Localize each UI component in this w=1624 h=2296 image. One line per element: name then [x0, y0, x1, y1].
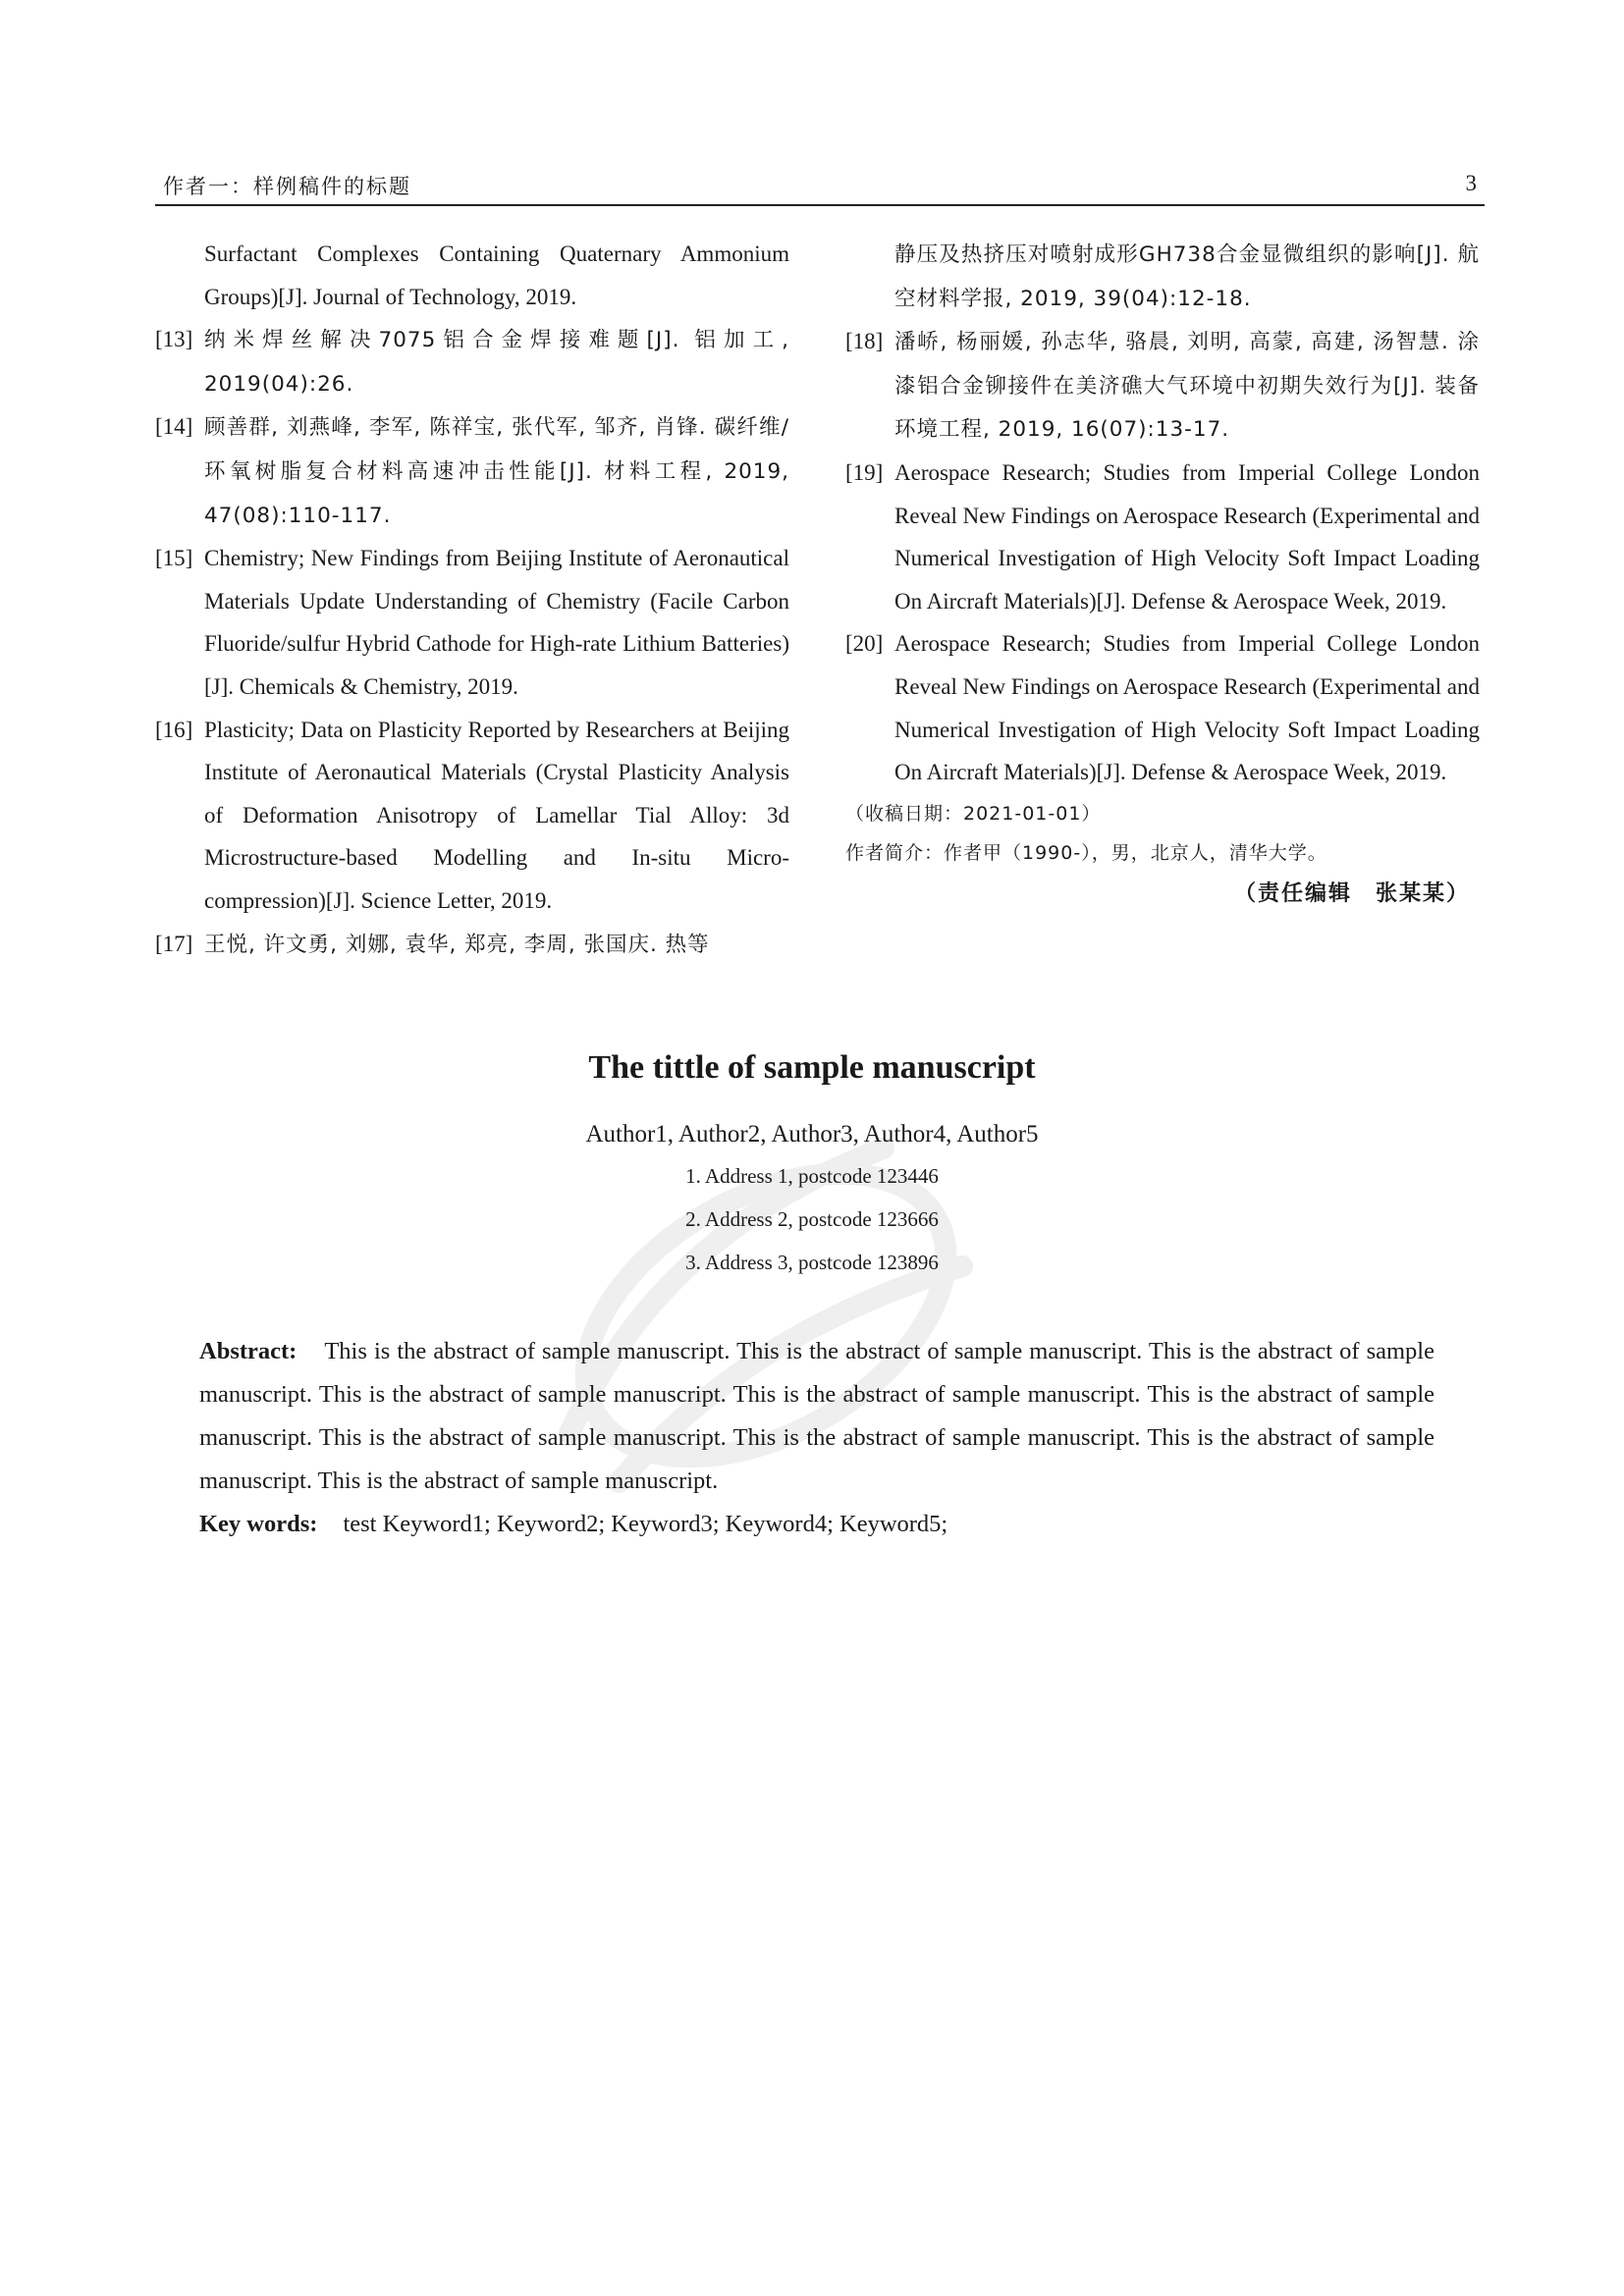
abstract-label: Abstract: [199, 1338, 298, 1364]
author-bio: 作者简介：作者甲（1990-），男，北京人，清华大学。 [845, 841, 1327, 864]
address-line: 3. Address 3, postcode 123896 [685, 1251, 939, 1274]
reference-item: [17] 王悦, 许文勇, 刘娜, 袁华, 郑亮, 李周, 张国庆. 热等 [155, 931, 710, 957]
paper-title: The tittle of sample manuscript [588, 1049, 1036, 1086]
running-title: 作者一：样例稿件的标题 [163, 175, 411, 198]
reference-item: [15] Chemistry; New Findings from Beijing Institute of Aeronautical Materials Update Understanding of Chemistry (Facile Carbon Fluoride/sulfur Hybrid Cathode for High-rate Lithium Batteries)[J]. Chemicals & Chemistry, 2019. [155, 546, 789, 699]
keywords [199, 1503, 1435, 1546]
reference-item: [19] Aerospace Research; Studies from Imperial College London Reveal New Findings on Aerospace Research (Experimental and Numerical Investigation of High Velocity Soft Impact Loading On Aircraft Materials)[J]. Defense & Aerospace Week, 2019. [845, 459, 1480, 614]
abstract [199, 1330, 1435, 1503]
running-header [155, 169, 1485, 206]
abstract-text: This is the abstract of sample manuscript. This is the abstract of sample manuscript. This is the abstract of sample manuscript. This is the abstract of sample manuscript. This is the abstract of sample manuscript. This is the abstract of sample manuscript. This is the abstract of sample manuscript. This is the abstract of sample manuscript. This is the abstract of sample manuscript. This is the abstract of sample manuscript. [199, 1338, 1435, 1494]
reference-item: [20] Aerospace Research; Studies from Imperial College London Reveal New Findings on Aerospace Research (Experimental and Numerical Investigation of High Velocity Soft Impact Loading On Aircraft Materials)[J]. Defense & Aerospace Week, 2019. [845, 631, 1480, 785]
keywords-text: test Keyword1; Keyword2; Keyword3; Keyword4; Keyword5; [343, 1511, 948, 1537]
received-date: （收稿日期：2021-01-01） [845, 802, 1102, 825]
keywords-label: Key words: [199, 1511, 318, 1537]
abstract-block [199, 1330, 1435, 1546]
reference-item: Surfactant Complexes Containing Quaternary Ammonium Groups)[J]. Journal of Technology, 2019. [204, 241, 789, 309]
reference-item: [13] 纳米焊丝解决7075铝合金焊接难题[J]. 铝加工, 2019(04):26. [155, 327, 789, 397]
page-number: 3 [1465, 171, 1477, 195]
address-line: 2. Address 2, postcode 123666 [685, 1207, 939, 1231]
editor-note: （责任编辑 张某某） [1233, 881, 1470, 906]
references-right-column [845, 233, 1480, 916]
reference-item: [16] Plasticity; Data on Plasticity Reported by Researchers at Beijing Institute of Aeronautical Materials (Crystal Plasticity Analysis of Deformation Anisotropy of Lamellar Tial Alloy: 3d Microstructure-based Modelling and In-situ Micro-compression)[J]. Science Letter, 2019. [155, 717, 789, 913]
author-list: Author1, Author2, Author3, Author4, Author5 [585, 1121, 1039, 1148]
address-line: 1. Address 1, postcode 123446 [685, 1164, 939, 1188]
reference-item: [14] 顾善群, 刘燕峰, 李军, 陈祥宝, 张代军, 邹齐, 肖锋. 碳纤维/环氧树脂复合材料高速冲击性能[J]. 材料工程, 2019, 47(08):110-117. [155, 414, 789, 528]
english-title-block [0, 1041, 1624, 1284]
reference-item: [18] 潘峤, 杨丽媛, 孙志华, 骆晨, 刘明, 高蒙, 高建, 汤智慧. 涂漆铝合金铆接件在美济礁大气环境中初期失效行为[J]. 装备环境工程, 2019, 16(07):13-17. [845, 329, 1480, 443]
reference-item: 静压及热挤压对喷射成形GH738合金显微组织的影响[J]. 航空材料学报, 2019, 39(04):12-18. [894, 242, 1480, 311]
references-left-column [155, 233, 789, 966]
